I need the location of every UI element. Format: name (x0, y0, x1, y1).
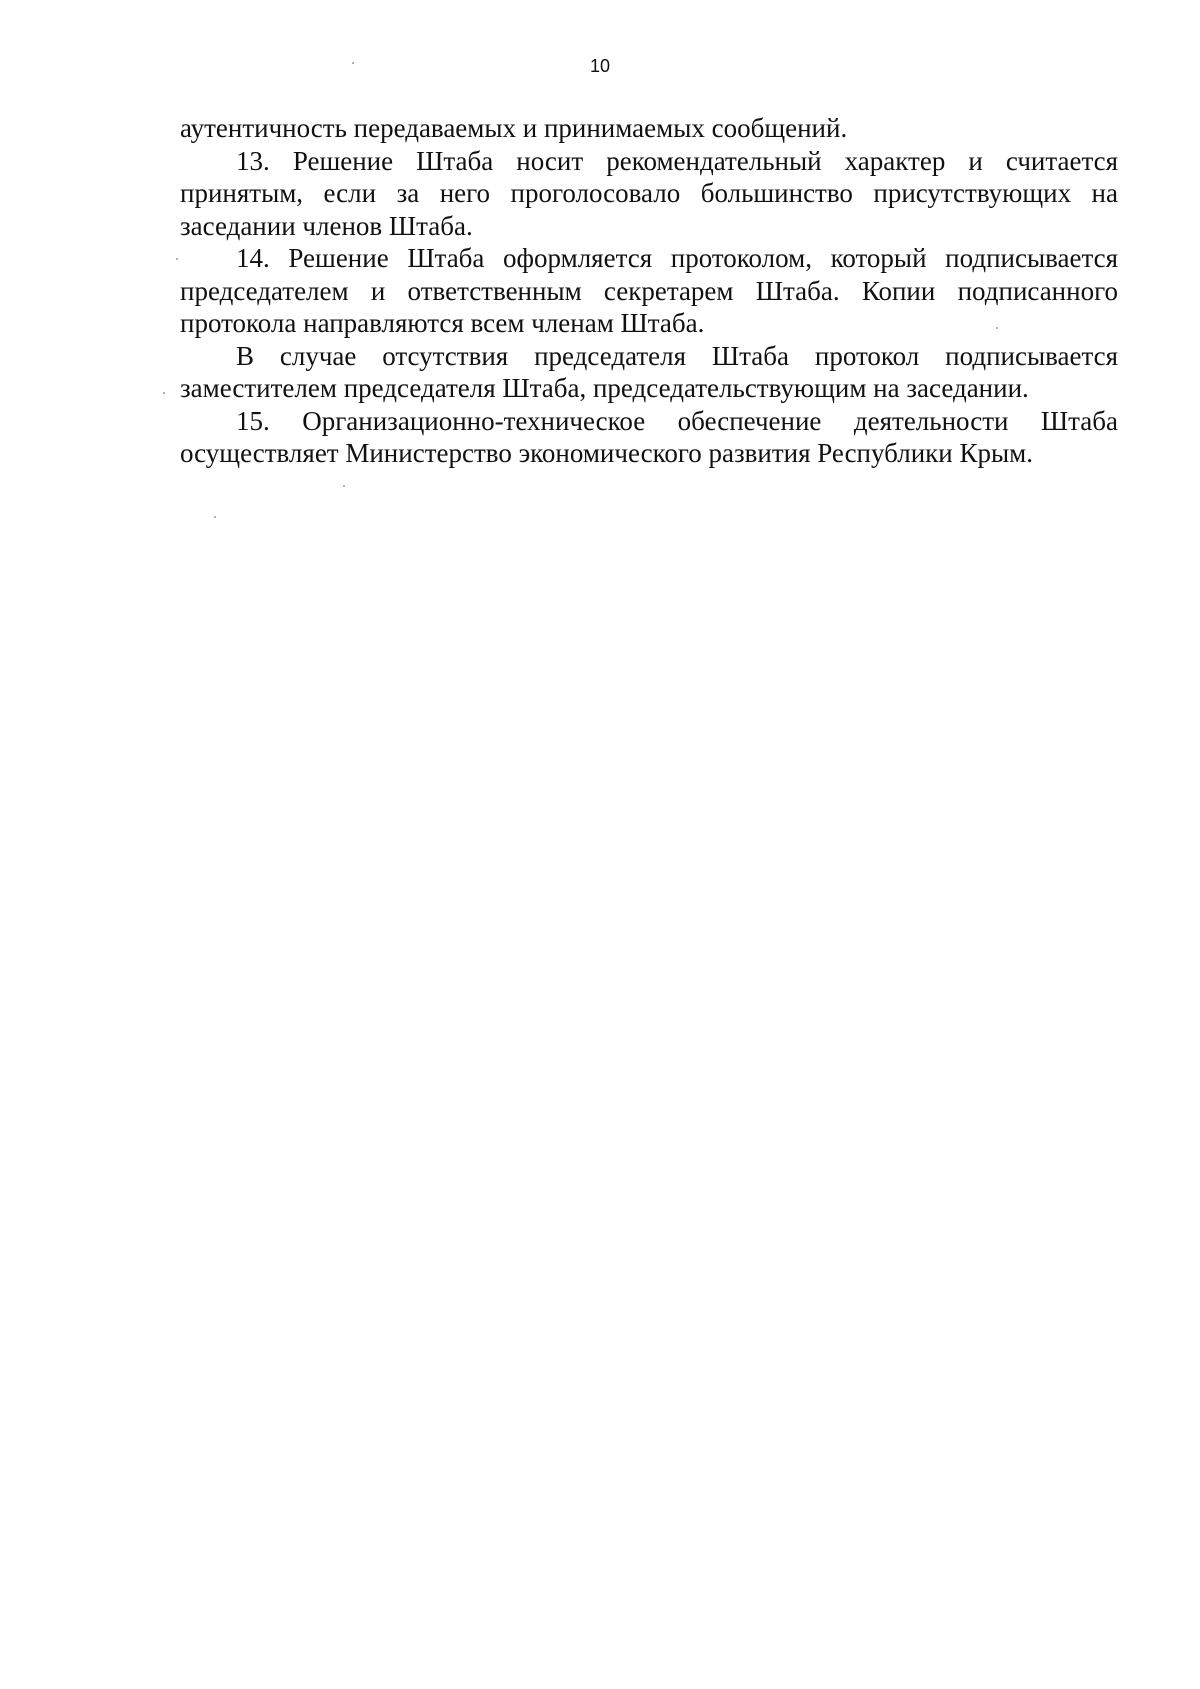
scan-speck (163, 392, 165, 394)
paragraph-item-15: 15. Организационно-техническое обеспечение деятельности Штаба осуществляет Министерство экономического развития Республики Крым. (180, 405, 1118, 468)
scan-speck (214, 516, 216, 518)
scan-speck (996, 327, 998, 329)
scan-speck (352, 62, 354, 64)
document-body (180, 112, 1118, 470)
paragraph-item-14-continuation: В случае отсутствия председателя Штаба протокол подписывается заместителем председателя Штаба, председательствующим на заседании. (180, 340, 1118, 403)
paragraph-item-13: 13. Решение Штаба носит рекомендательный характер и считается принятым, если за него проголосовало большинство присутствующих на заседании членов Штаба. (180, 145, 1118, 241)
paragraph-continuation: аутентичность передаваемых и принимаемых сообщений. (180, 113, 848, 143)
scan-speck (176, 258, 178, 260)
page-number: 10 (589, 56, 611, 76)
scan-speck (343, 485, 345, 487)
paragraph-item-14: 14. Решение Штаба оформляется протоколом, который подписывается председателем и ответственным секретарем Штаба. Копии подписанного протокола направляются всем членам Штаба. (180, 243, 1118, 338)
